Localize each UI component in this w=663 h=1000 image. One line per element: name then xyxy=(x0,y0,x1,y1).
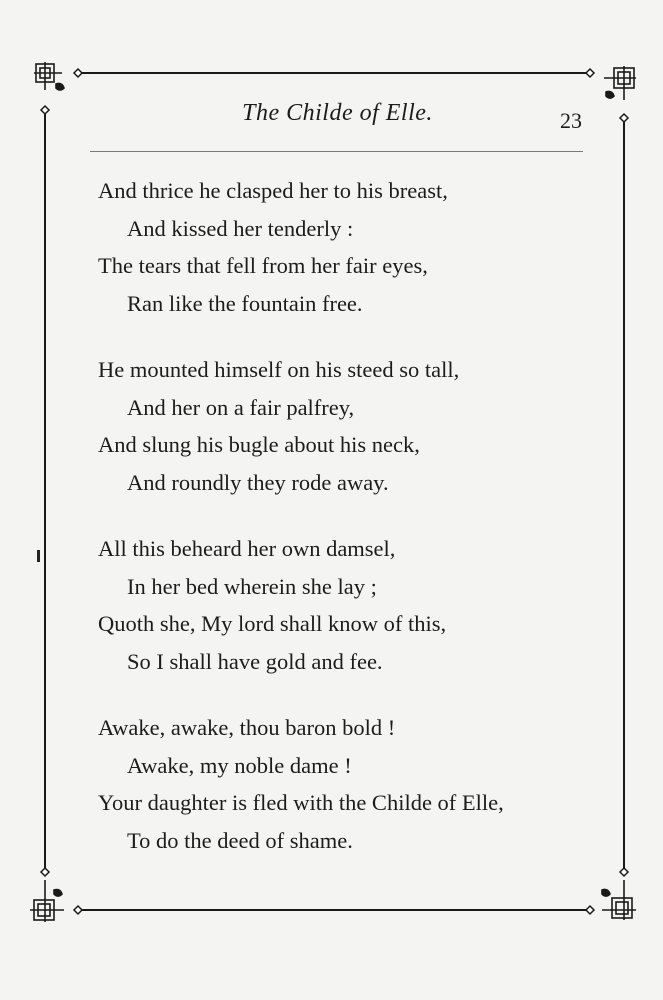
poem-line: Ran like the fountain free. xyxy=(127,290,363,316)
stanza xyxy=(98,351,598,501)
poem-line: And kissed her tenderly : xyxy=(127,215,354,241)
corner-ornament-top-right xyxy=(604,66,636,100)
poem-line: All this beheard her own damsel, xyxy=(98,536,396,561)
poem-body xyxy=(98,172,598,888)
corner-ornament-bottom-right xyxy=(602,880,636,920)
page-number: 23 xyxy=(560,108,582,133)
poem-line: In her bed wherein she lay ; xyxy=(127,573,377,599)
corner-ornament-top-left xyxy=(34,62,64,90)
poem-line: The tears that fell from her fair eyes, xyxy=(98,253,428,278)
page-header xyxy=(0,100,663,140)
poem-line: He mounted himself on his steed so tall, xyxy=(98,357,460,382)
header-rule xyxy=(90,151,583,152)
poem-line: Awake, my noble dame ! xyxy=(127,752,352,778)
stanza xyxy=(98,172,598,322)
poem-line: And her on a fair palfrey, xyxy=(127,394,355,420)
stanza xyxy=(98,530,598,680)
stanza xyxy=(98,709,598,859)
corner-ornament-bottom-left xyxy=(30,880,64,922)
poem-line: And thrice he clasped her to his breast, xyxy=(98,178,448,203)
poem-line: To do the deed of shame. xyxy=(127,827,353,853)
poem-line: Awake, awake, thou baron bold ! xyxy=(98,715,396,740)
margin-mark xyxy=(37,550,40,562)
poem-line: So I shall have gold and fee. xyxy=(127,648,383,674)
poem-line: And slung his bugle about his neck, xyxy=(98,432,420,457)
poem-line: Your daughter is fled with the Childe of Elle, xyxy=(98,790,504,815)
poem-line: And roundly they rode away. xyxy=(127,469,389,495)
poem-line: Quoth she, My lord shall know of this, xyxy=(98,611,447,636)
running-title: The Childe of Elle. xyxy=(242,100,433,126)
